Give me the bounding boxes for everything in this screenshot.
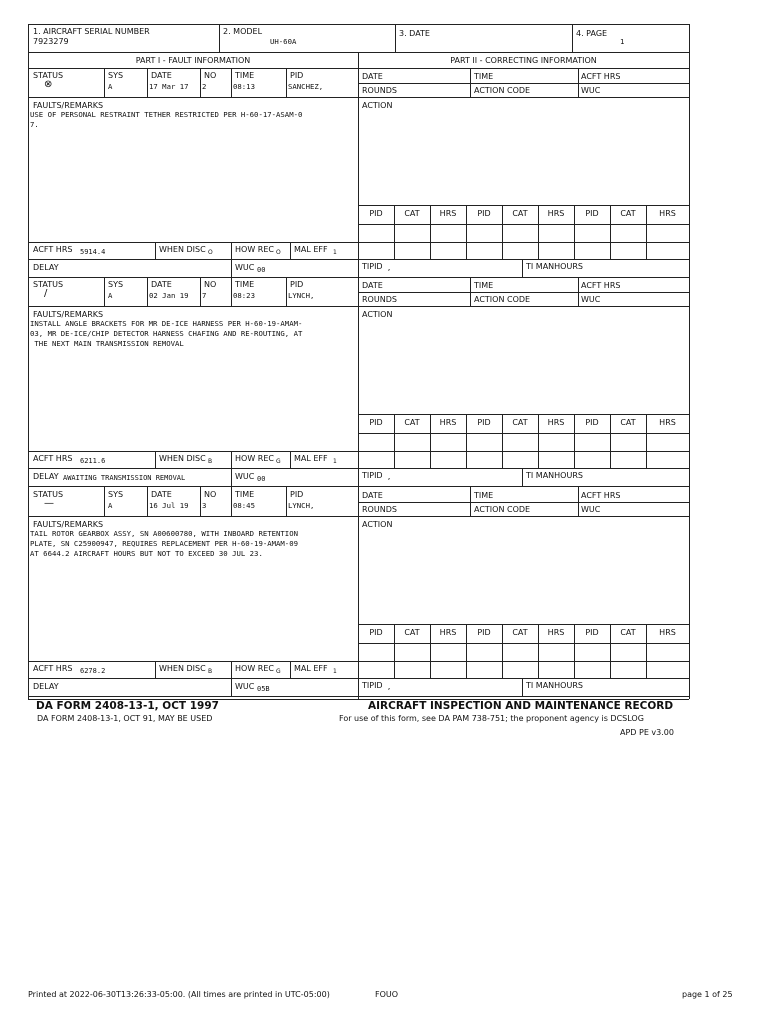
fault-date-value: 16 Jul 19 bbox=[149, 501, 189, 510]
action-label: ACTION bbox=[362, 520, 393, 529]
part2-title: PART II - CORRECTING INFORMATION bbox=[450, 56, 597, 65]
fault-date-label: DATE bbox=[151, 490, 172, 499]
grid-line bbox=[358, 292, 689, 293]
pid-cat-label: CAT bbox=[404, 628, 420, 637]
action-code-label: ACTION CODE bbox=[474, 86, 531, 95]
corr-acft-hrs-label: ACFT HRS bbox=[581, 281, 621, 290]
grid-line bbox=[147, 277, 148, 306]
grid-line bbox=[358, 97, 689, 98]
tipid-value: , bbox=[387, 683, 392, 691]
how-rec-label: HOW REC bbox=[235, 454, 274, 463]
grid-line bbox=[578, 487, 579, 516]
grid-line bbox=[290, 242, 291, 259]
grid-line bbox=[522, 259, 523, 277]
pid-cat-label: CAT bbox=[620, 418, 636, 427]
pid-hrs-label: HRS bbox=[439, 418, 457, 427]
sys-label: SYS bbox=[108, 280, 124, 289]
grid-line bbox=[200, 68, 201, 97]
fault-pid-label: PID bbox=[290, 280, 304, 289]
part1-title: PART I - FAULT INFORMATION bbox=[135, 56, 251, 65]
faults-remarks-text: USE OF PERSONAL RESTRAINT TETHER RESTRICTED PER H-60-17-ASAM-0 7. bbox=[30, 110, 303, 129]
grid-line bbox=[358, 205, 689, 206]
action-label: ACTION bbox=[362, 101, 393, 110]
corr-wuc-label: WUC bbox=[581, 295, 601, 304]
grid-line bbox=[231, 68, 232, 97]
grid-line bbox=[358, 259, 689, 260]
mal-eff-label: MAL EFF bbox=[294, 454, 328, 463]
delay-label: DELAY bbox=[33, 472, 59, 481]
fault-time-label: TIME bbox=[235, 71, 255, 80]
fault-pid-label: PID bbox=[290, 490, 304, 499]
fault-pid-value: LYNCH, bbox=[288, 501, 315, 510]
grid-line bbox=[155, 242, 156, 259]
pid-hrs-label: HRS bbox=[547, 628, 565, 637]
date-field[interactable] bbox=[396, 25, 571, 51]
form-left-border bbox=[28, 24, 29, 699]
how-rec-value: G bbox=[276, 458, 281, 465]
faults-remarks-text: INSTALL ANGLE BRACKETS FOR MR DE-ICE HARNESS PER H-60-19-AMAM- 03, MR DE-ICE/CHIP DETECTOR HARNESS CHAFING AND RE-ROUTING, AT THE NEXT MAIN TRANSMISSION REMOVAL bbox=[30, 319, 303, 348]
grid-line bbox=[200, 277, 201, 306]
fault-pid-value: LYNCH, bbox=[288, 291, 315, 300]
grid-line bbox=[358, 516, 689, 517]
grid-line bbox=[104, 487, 105, 516]
corr-time-label: TIME bbox=[474, 281, 494, 290]
tipid-value: , bbox=[387, 473, 392, 481]
corr-time-label: TIME bbox=[474, 72, 494, 81]
corr-acft-hrs-label: ACFT HRS bbox=[581, 491, 621, 500]
action-field[interactable] bbox=[360, 529, 687, 624]
grid-line bbox=[28, 678, 358, 679]
grid-line bbox=[358, 224, 689, 225]
status-symbol: — bbox=[44, 498, 54, 509]
wuc-label: WUC bbox=[235, 472, 255, 481]
fault-date-value: 17 Mar 17 bbox=[149, 82, 189, 91]
pid-cat-label: CAT bbox=[512, 209, 528, 218]
pid-pid-label: PID bbox=[585, 628, 599, 637]
wuc-label: WUC bbox=[235, 263, 255, 272]
corr-time-label: TIME bbox=[474, 491, 494, 500]
mal-eff-value: 1 bbox=[333, 668, 337, 675]
grid-line bbox=[358, 414, 689, 415]
how-rec-value: G bbox=[276, 668, 281, 675]
status-label: STATUS bbox=[33, 71, 64, 80]
grid-line bbox=[286, 277, 287, 306]
grid-line bbox=[290, 451, 291, 468]
grid-line bbox=[231, 661, 232, 696]
pid-hrs-label: HRS bbox=[547, 209, 565, 218]
acft-hrs-value: 6278.2 bbox=[80, 667, 106, 675]
pid-hrs-label: HRS bbox=[439, 628, 457, 637]
grid-line bbox=[231, 242, 232, 277]
grid-line bbox=[358, 306, 689, 307]
corr-time-field[interactable] bbox=[471, 69, 577, 82]
grid-line bbox=[231, 487, 232, 516]
status-label: STATUS bbox=[33, 490, 64, 499]
grid-line bbox=[358, 83, 689, 84]
rounds-label: ROUNDS bbox=[362, 295, 397, 304]
grid-line bbox=[147, 487, 148, 516]
wuc-value: 00 bbox=[257, 266, 266, 274]
grid-line bbox=[286, 487, 287, 516]
grid-line bbox=[578, 68, 579, 97]
grid-line bbox=[358, 643, 689, 644]
pid-pid-label: PID bbox=[585, 418, 599, 427]
corr-time-field[interactable] bbox=[471, 278, 577, 291]
faults-remarks-text: TAIL ROTOR GEARBOX ASSY, SN A00600780, WITH INBOARD RETENTION PLATE, SN C25900947, REQUIRES REPLACEMENT PER H-60-19-AMAM-09 AT 6644.2 AIRCRAFT HOURS BUT NOT TO EXCEED 30 JUL 23. bbox=[30, 529, 298, 558]
fault-time-label: TIME bbox=[235, 280, 255, 289]
grid-line bbox=[155, 661, 156, 678]
grid-line bbox=[200, 487, 201, 516]
grid-line bbox=[286, 68, 287, 97]
how-rec-value: O bbox=[276, 249, 281, 256]
fault-date-value: 02 Jan 19 bbox=[149, 291, 189, 300]
form-right-border bbox=[689, 24, 690, 699]
status-label: STATUS bbox=[33, 280, 64, 289]
form-id: DA FORM 2408-13-1, OCT 1997 bbox=[36, 700, 219, 712]
delay-value: AWAITING TRANSMISSION REMOVAL bbox=[63, 474, 186, 482]
pid-cat-label: CAT bbox=[512, 418, 528, 427]
grid-line bbox=[358, 661, 689, 662]
grid-line bbox=[28, 661, 358, 662]
mal-eff-label: MAL EFF bbox=[294, 664, 328, 673]
grid-line bbox=[28, 696, 689, 697]
faults-remarks-label: FAULTS/REMARKS bbox=[33, 310, 104, 319]
tipid-label: TIPID bbox=[362, 471, 383, 480]
acft-hrs-value: 5914.4 bbox=[80, 248, 106, 256]
pid-hrs-label: HRS bbox=[439, 209, 457, 218]
corr-date-label: DATE bbox=[362, 491, 383, 500]
faults-remarks-label: FAULTS/REMARKS bbox=[33, 101, 104, 110]
grid-line bbox=[358, 242, 689, 243]
pid-cat-label: CAT bbox=[404, 418, 420, 427]
grid-line bbox=[104, 68, 105, 97]
ti-manhours-label: TI MANHOURS bbox=[526, 471, 583, 480]
fault-time-value: 08:45 bbox=[233, 501, 255, 510]
pid-pid-label: PID bbox=[369, 209, 383, 218]
ti-manhours-label: TI MANHOURS bbox=[526, 262, 583, 271]
fault-time-label: TIME bbox=[235, 490, 255, 499]
pid-pid-label: PID bbox=[477, 418, 491, 427]
grid-line bbox=[104, 277, 105, 306]
pid-cat-label: CAT bbox=[620, 209, 636, 218]
pid-cat-label: CAT bbox=[620, 628, 636, 637]
form-usage-note: For use of this form, see DA PAM 738-751; the proponent agency is DCSLOG bbox=[339, 714, 644, 723]
faults-remarks-field[interactable] bbox=[30, 529, 356, 659]
fault-no-label: NO bbox=[204, 490, 217, 499]
pid-pid-label: PID bbox=[369, 628, 383, 637]
sys-value: A bbox=[108, 82, 113, 91]
printed-timestamp: Printed at 2022-06-30T13:26:33-05:00. (All times are printed in UTC-05:00) bbox=[28, 990, 330, 999]
fault-time-value: 08:23 bbox=[233, 291, 255, 300]
grid-line bbox=[290, 661, 291, 678]
date-label: 3. DATE bbox=[399, 29, 430, 38]
status-symbol: ⊗ bbox=[44, 79, 53, 90]
grid-line bbox=[358, 678, 689, 679]
grid-line bbox=[358, 433, 689, 434]
pid-pid-label: PID bbox=[477, 628, 491, 637]
when-disc-value: B bbox=[208, 458, 213, 465]
model-field[interactable] bbox=[220, 25, 394, 51]
grid-line bbox=[147, 68, 148, 97]
corr-date-field[interactable] bbox=[359, 69, 469, 82]
form-version: APD PE v3.00 bbox=[620, 728, 674, 737]
faults-remarks-field[interactable] bbox=[30, 110, 356, 240]
wuc-label: WUC bbox=[235, 682, 255, 691]
when-disc-label: WHEN DISC bbox=[159, 664, 206, 673]
acft-hrs-label: ACFT HRS bbox=[33, 454, 73, 463]
pid-cat-label: CAT bbox=[512, 628, 528, 637]
serial-number-value: 7923279 bbox=[33, 37, 69, 46]
fault-pid-label: PID bbox=[290, 71, 304, 80]
fault-no-value: 7 bbox=[202, 291, 207, 300]
acft-hrs-label: ACFT HRS bbox=[33, 245, 73, 254]
fault-no-value: 2 bbox=[202, 82, 207, 91]
corr-date-label: DATE bbox=[362, 281, 383, 290]
grid-line bbox=[578, 277, 579, 306]
action-code-label: ACTION CODE bbox=[474, 505, 531, 514]
grid-line bbox=[358, 468, 689, 469]
corr-date-field[interactable] bbox=[359, 278, 469, 291]
grid-line bbox=[28, 97, 358, 98]
grid-line bbox=[28, 468, 358, 469]
sys-label: SYS bbox=[108, 490, 124, 499]
action-field[interactable] bbox=[360, 319, 687, 414]
page-count: page 1 of 25 bbox=[682, 990, 733, 999]
rounds-label: ROUNDS bbox=[362, 86, 397, 95]
model-label: 2. MODEL bbox=[223, 27, 263, 36]
how-rec-label: HOW REC bbox=[235, 664, 274, 673]
serial-number-label: 1. AIRCRAFT SERIAL NUMBER bbox=[33, 27, 150, 36]
ti-manhours-label: TI MANHOURS bbox=[526, 681, 583, 690]
grid-line bbox=[28, 306, 358, 307]
fault-date-label: DATE bbox=[151, 71, 172, 80]
corr-acft-hrs-label: ACFT HRS bbox=[581, 72, 621, 81]
fault-pid-value: SANCHEZ, bbox=[288, 82, 324, 91]
page-label: 4. PAGE bbox=[576, 29, 608, 38]
wuc-value: 05B bbox=[257, 685, 270, 693]
acft-hrs-value: 6211.6 bbox=[80, 457, 106, 465]
pid-hrs-label: HRS bbox=[659, 628, 676, 637]
fault-no-label: NO bbox=[204, 280, 217, 289]
mal-eff-value: 1 bbox=[333, 249, 337, 256]
sys-value: A bbox=[108, 501, 113, 510]
grid-line bbox=[358, 502, 689, 503]
pid-hrs-label: HRS bbox=[659, 418, 676, 427]
grid-line bbox=[358, 451, 689, 452]
grid-line bbox=[522, 678, 523, 696]
grid-line bbox=[28, 486, 689, 487]
faults-remarks-label: FAULTS/REMARKS bbox=[33, 520, 104, 529]
mal-eff-value: 1 bbox=[333, 458, 337, 465]
fault-no-value: 3 bbox=[202, 501, 207, 510]
action-label: ACTION bbox=[362, 310, 393, 319]
part-divider bbox=[358, 52, 359, 699]
fault-date-label: DATE bbox=[151, 280, 172, 289]
rounds-label: ROUNDS bbox=[362, 505, 397, 514]
tipid-value: , bbox=[387, 264, 392, 272]
action-field[interactable] bbox=[360, 110, 687, 205]
fault-time-value: 08:13 bbox=[233, 82, 255, 91]
pid-hrs-label: HRS bbox=[547, 418, 565, 427]
tipid-label: TIPID bbox=[362, 262, 383, 271]
when-disc-value: O bbox=[208, 249, 213, 256]
grid-line bbox=[572, 24, 573, 52]
grid-line bbox=[155, 451, 156, 468]
when-disc-label: WHEN DISC bbox=[159, 245, 206, 254]
grid-line bbox=[358, 624, 689, 625]
grid-line bbox=[28, 242, 358, 243]
delay-label: DELAY bbox=[33, 682, 59, 691]
grid-line bbox=[231, 451, 232, 486]
pid-pid-label: PID bbox=[369, 418, 383, 427]
corr-wuc-label: WUC bbox=[581, 505, 601, 514]
how-rec-label: HOW REC bbox=[235, 245, 274, 254]
form-title: AIRCRAFT INSPECTION AND MAINTENANCE RECORD bbox=[368, 700, 674, 712]
when-disc-value: B bbox=[208, 668, 213, 675]
corr-date-label: DATE bbox=[362, 72, 383, 81]
grid-line bbox=[28, 259, 358, 260]
delay-label: DELAY bbox=[33, 263, 59, 272]
grid-line bbox=[522, 468, 523, 486]
faults-remarks-field[interactable] bbox=[30, 319, 356, 449]
corr-time-field[interactable] bbox=[471, 488, 577, 501]
sys-value: A bbox=[108, 291, 113, 300]
mal-eff-label: MAL EFF bbox=[294, 245, 328, 254]
action-code-label: ACTION CODE bbox=[474, 295, 531, 304]
classification-marking: FOUO bbox=[375, 990, 399, 999]
pid-pid-label: PID bbox=[477, 209, 491, 218]
acft-hrs-label: ACFT HRS bbox=[33, 664, 73, 673]
tipid-label: TIPID bbox=[362, 681, 383, 690]
corr-wuc-label: WUC bbox=[581, 86, 601, 95]
form-prev-edition: DA FORM 2408-13-1, OCT 91, MAY BE USED bbox=[37, 714, 213, 723]
pid-hrs-label: HRS bbox=[659, 209, 676, 218]
when-disc-label: WHEN DISC bbox=[159, 454, 206, 463]
model-value: UH-60A bbox=[270, 37, 297, 46]
status-symbol: / bbox=[44, 288, 48, 299]
grid-line bbox=[28, 451, 358, 452]
sys-label: SYS bbox=[108, 71, 124, 80]
grid-line bbox=[28, 516, 358, 517]
pid-pid-label: PID bbox=[585, 209, 599, 218]
page-value: 1 bbox=[620, 37, 625, 46]
pid-cat-label: CAT bbox=[404, 209, 420, 218]
wuc-value: 00 bbox=[257, 475, 266, 483]
grid-line bbox=[231, 277, 232, 306]
fault-no-label: NO bbox=[204, 71, 217, 80]
corr-date-field[interactable] bbox=[359, 488, 469, 501]
